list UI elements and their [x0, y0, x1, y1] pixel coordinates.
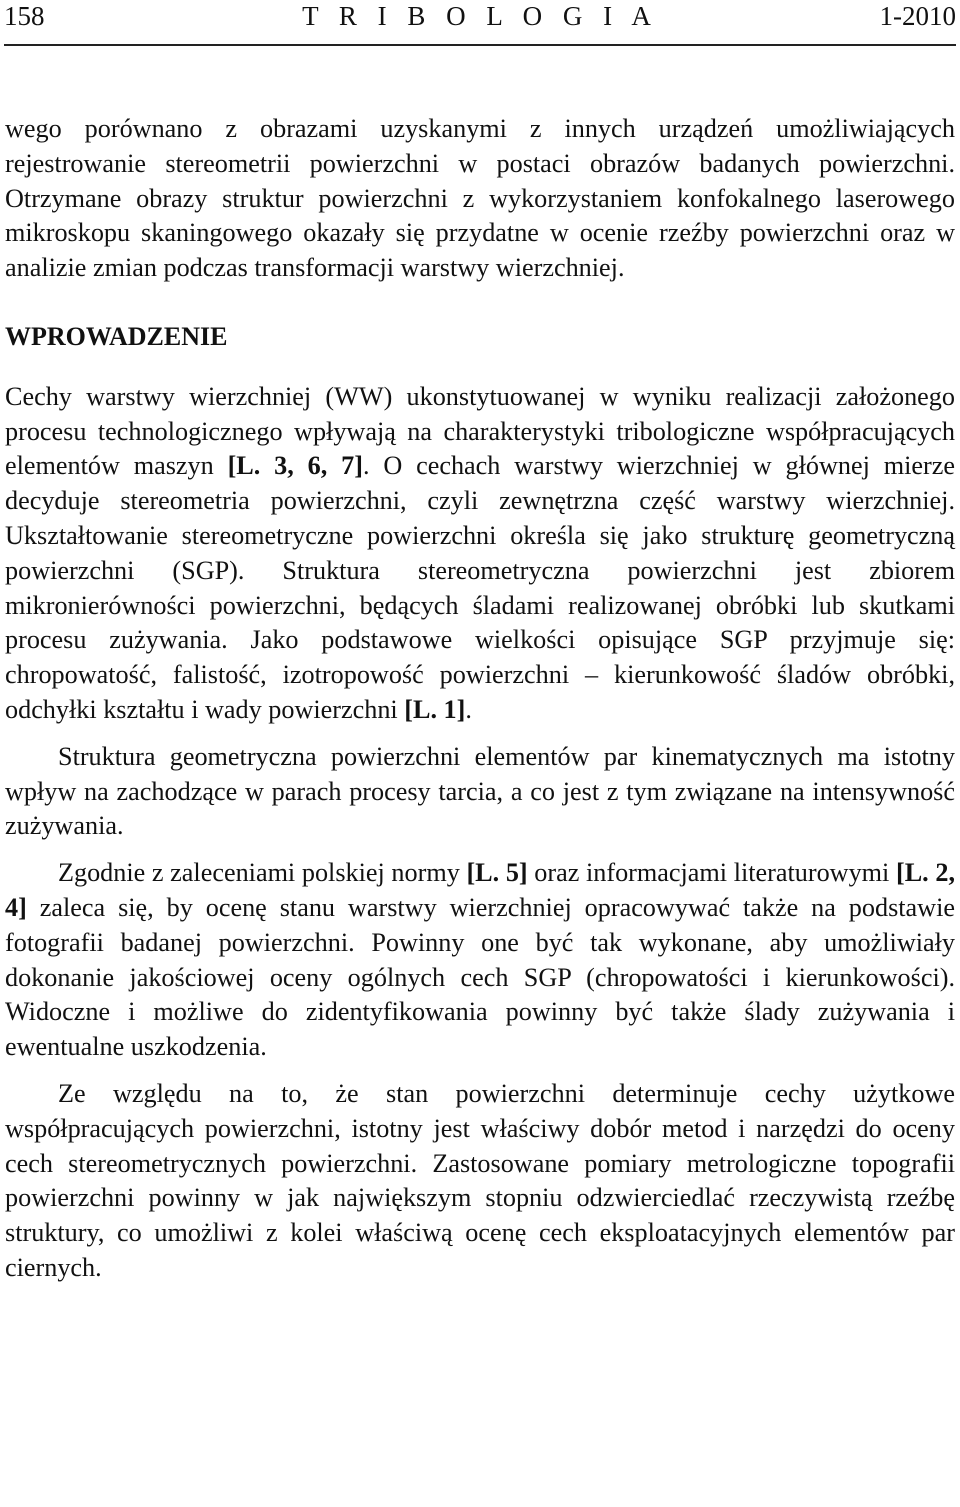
running-header [4, 0, 956, 34]
paragraph-3 [5, 856, 955, 1065]
citation-ref: [L. 5] [466, 858, 528, 888]
citation-ref: [L. 3, 6, 7] [227, 451, 363, 481]
citation-ref: [L. 2, 4] [5, 858, 956, 922]
journal-title: T R I B O L O G I A [302, 1, 658, 31]
paragraph-3-text-a: Zgodnie z zaleceniami polskiej normy [58, 858, 467, 888]
header-rule [4, 44, 956, 46]
issue-number: 1-2010 [879, 1, 956, 31]
citation-ref: [L. 1] [404, 694, 466, 724]
paragraph-2: Struktura geometryczna powierzchni elementów par kinematycznych ma istotny wpływ na zachodzące w parach procesy tarcia, a co jest z tym związane na intensywność zużywania. [5, 741, 955, 841]
paragraph-1-text-c: . [465, 694, 472, 724]
paragraph-4: Ze względu na to, że stan powierzchni determinuje cechy użytkowe współpracujących powierzchni, istotny jest właściwy dobór metod i narzędzi do oceny cech stereometrycznych powierzchni. Zastosowane pomiary metrologiczne topografii powierzchni powinny w jak największym stopniu odzwierciedlać rzeczywistą rzeźbę struktury, co umożliwi z kolei właściwą ocenę cech eksploatacyjnych elementów par ciernych. [5, 1078, 955, 1282]
article-body [5, 112, 955, 1286]
intro-paragraph: wego porównano z obrazami uzyskanymi z innych urządzeń umożliwiających rejestrowanie stereometrii powierzchni w postaci obrazów badanych powierzchni. Otrzymane obrazy struktur powierzchni z wykorzystaniem konfokalnego laserowego mikroskopu skaningowego okazały się przydatne w ocenie rzeźby powierzchni oraz w analizie zmian podczas transformacji warstwy wierzchniej. [5, 114, 955, 283]
paragraph-1-text-a: Cechy warstwy wierzchniej (WW) ukonstytuowanej w wyniku realizacji założonego procesu technologicznego wpływają na charakterystyki tribologiczne współpracujących elementów maszyn [5, 381, 955, 481]
page-number: 158 [4, 1, 45, 31]
paragraph-3-text-b: oraz informacjami literaturowymi [527, 858, 896, 888]
section-heading: WPROWADZENIE [5, 321, 228, 351]
paragraph-1 [5, 380, 955, 728]
paragraph-3-text-c: zaleca się, by ocenę stanu warstwy wierzchniej opracowywać także na podstawie fotografii badanej powierzchni. Powinny one być tak wykonane, aby umożliwiały dokonanie jakościowej oceny ogólnych cech SGP (chropowatości i kierunkowości). Widoczne i możliwe do zidentyfikowania powinny być także ślady zużywania i ewentualne uszkodzenia. [5, 892, 955, 1062]
paragraph-1-text-b: . O cechach warstwy wierzchniej w głównej mierze decyduje stereometria powierzchni, czyli zewnętrzna część warstwy wierzchniej. Ukształtowanie stereometryczne powierzchni określa się jako strukturę geometryczną powierzchni (SGP). Struktura stereometryczna powierzchni jest zbiorem mikronierówności powierzchni, będących śladami realizowanej obróbki lub skutkami procesu zużywania. Jako podstawowe wielkości opisujące SGP przyjmuje się: chropowatość, falistość, izotropowość powierzchni – kierunkowość śladów obróbki, odchyłki kształtu i wady powierzchni [5, 451, 955, 724]
